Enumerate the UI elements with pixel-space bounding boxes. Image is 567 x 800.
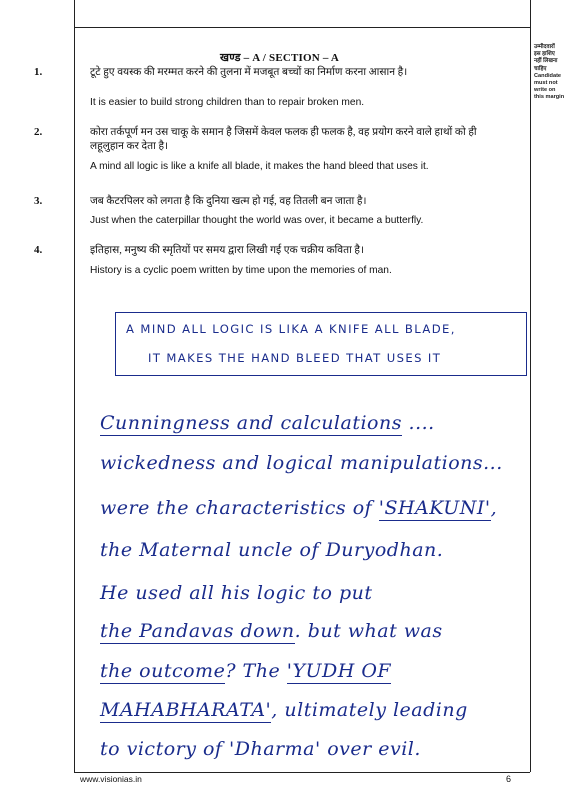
answer-line — [100, 660, 391, 682]
question-number: 2. — [34, 126, 43, 138]
answer-title-line: IT MAKES THE HAND BLEED THAT USES IT — [148, 351, 442, 365]
answer-text: wickedness and logical manipulations... — [100, 452, 503, 474]
right-margin-rule — [530, 0, 531, 772]
footer-website[interactable]: www.visionias.in — [80, 774, 142, 784]
question-hindi — [90, 195, 520, 209]
question-hindi-line: टूटे हुए वयस्क की मरम्मत करने की तुलना में मजबूत बच्चों का निर्माण करना आसान है। — [90, 67, 408, 78]
page-number: 6 — [506, 774, 512, 784]
left-margin-rule — [74, 0, 75, 772]
question-number: 4. — [34, 244, 43, 256]
margin-note-line: write on — [534, 87, 556, 94]
question-hindi-line: कोरा तर्कपूर्ण मन उस चाकू के समान है जिसमें केवल फलक ही फलक है, वह प्रयोग करने वाले हाथों को ही — [90, 127, 477, 138]
underlined-phrase: 'SHAKUNI' — [378, 497, 491, 519]
section-title: खण्ड – A / SECTION – A — [220, 52, 340, 64]
answer-text: were the characteristics of — [100, 497, 379, 519]
answer-line — [100, 539, 443, 561]
margin-note-line: उम्मीदवारों — [534, 44, 555, 50]
underlined-phrase: MAHABHARATA' — [100, 699, 272, 721]
answer-line — [100, 497, 497, 519]
question-hindi — [90, 244, 520, 258]
margin-note-line: चाहिए — [534, 65, 547, 72]
answer-text: the Maternal uncle of Duryodhan. — [100, 539, 444, 561]
answer-text: to victory of 'Dharma' over evil. — [100, 738, 421, 760]
question-hindi-line: लहूलुहान कर देता है। — [90, 141, 169, 152]
answer-text: . but what was — [294, 620, 443, 642]
question-number: 1. — [34, 66, 43, 78]
answer-title-line: A MIND ALL LOGIC IS LIKA A KNIFE ALL BLADE, — [126, 322, 456, 336]
answer-line — [100, 452, 503, 474]
question-english: It is easier to build strong children than to repair broken men. — [90, 97, 365, 108]
question-english: A mind all logic is like a knife all blade, it makes the hand bleed that uses it. — [90, 161, 429, 172]
bottom-rule — [74, 772, 530, 773]
underlined-phrase: 'YUDH OF — [286, 660, 392, 682]
answer-line — [100, 738, 421, 760]
margin-note-line: इस हाशिए — [534, 51, 555, 58]
question-hindi — [90, 126, 520, 154]
underlined-phrase: Cunningness and calculations — [100, 412, 402, 434]
answer-text: , ultimately leading — [271, 699, 468, 721]
answer-line — [100, 412, 435, 434]
margin-note-line: must not — [534, 80, 558, 87]
answer-text: He used all his logic to put — [100, 582, 373, 604]
underlined-phrase: the outcome — [100, 660, 226, 682]
question-hindi-line: इतिहास, मनुष्य की स्मृतियों पर समय द्वारा लिखी गई एक चक्रीय कविता है। — [90, 245, 364, 256]
margin-note-line: Candidate — [534, 72, 562, 79]
question-number: 3. — [34, 195, 43, 207]
question-english: History is a cyclic poem written by time upon the memories of man. — [90, 265, 392, 276]
answer-text: , — [490, 497, 498, 519]
underlined-phrase: the Pandavas down — [100, 620, 295, 642]
question-english: Just when the caterpillar thought the world was over, it became a butterfly. — [90, 215, 424, 226]
answer-line — [100, 620, 443, 642]
answer-text: .... — [401, 412, 435, 434]
margin-instruction — [534, 44, 567, 102]
margin-note-line: नहीं लिखना — [534, 58, 558, 65]
answer-line — [100, 699, 468, 721]
answer-line — [100, 582, 373, 604]
answer-text: ? The — [225, 660, 287, 682]
top-rule — [74, 27, 530, 28]
question-hindi — [90, 66, 520, 80]
question-hindi-line: जब कैटरपिलर को लगता है कि दुनिया खत्म हो गई, वह तितली बन जाता है। — [90, 196, 367, 207]
margin-note-line: this margin — [534, 94, 565, 101]
